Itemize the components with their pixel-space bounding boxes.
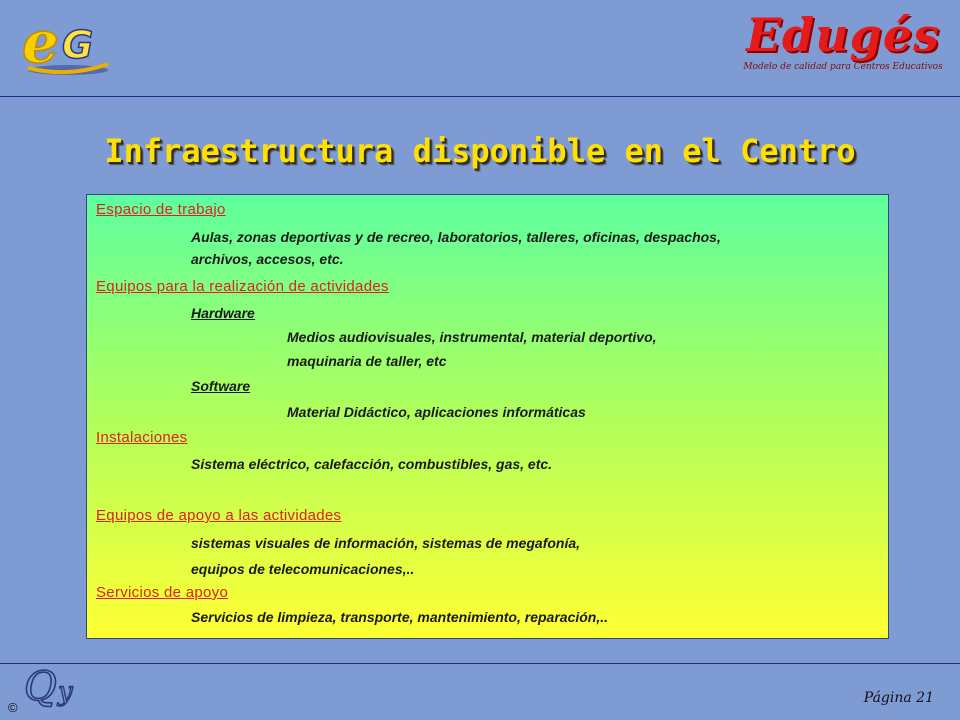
software-line-1: Material Didáctico, aplicaciones informáticas (287, 404, 586, 420)
software-label: Software (191, 378, 251, 394)
footer-divider (0, 663, 960, 664)
page-title: Infraestructura disponible en el Centro (104, 132, 856, 170)
instalaciones-line-1: Sistema eléctrico, calefacción, combustibles, gas, etc. (191, 456, 553, 472)
edugés-logo-tagline: Modelo de calidad para Centros Educativos (743, 62, 943, 72)
svg-text:y: y (58, 677, 73, 707)
qy-logo (22, 664, 92, 708)
svg-text:G: G (62, 23, 94, 67)
edugés-logo-word: Edugés (746, 8, 940, 62)
section-title-servicios: Servicios de apoyo (96, 584, 229, 601)
edugés-logo (738, 10, 948, 82)
header-divider (0, 96, 960, 97)
section-title-instalaciones: Instalaciones (96, 429, 188, 446)
section-title-apoyo-actividades: Equipos de apoyo a las actividades (96, 507, 342, 524)
hardware-line-2: maquinaria de taller, etc (287, 353, 447, 369)
servicios-line-1: Servicios de limpieza, transporte, mantenimiento, reparación,.. (191, 609, 609, 625)
svg-text:e: e (22, 8, 59, 76)
page-number: Página 21 (863, 690, 934, 706)
section-title-equipos: Equipos para la realización de actividades (96, 278, 389, 295)
section-title-espacio: Espacio de trabajo (96, 201, 226, 218)
espacio-line-1: Aulas, zonas deportivas y de recreo, laboratorios, talleres, oficinas, despachos, (191, 229, 721, 245)
eg-logo (18, 8, 114, 80)
copyright-mark: © (8, 700, 18, 715)
svg-text:Q: Q (24, 664, 57, 708)
espacio-line-2: archivos, accesos, etc. (191, 251, 344, 267)
hardware-label: Hardware (191, 305, 255, 321)
hardware-line-1: Medios audiovisuales, instrumental, material deportivo, (287, 329, 657, 345)
apoyo-line-2: equipos de telecomunicaciones,.. (191, 561, 415, 577)
apoyo-line-1: sistemas visuales de información, sistemas de megafonía, (191, 535, 581, 551)
